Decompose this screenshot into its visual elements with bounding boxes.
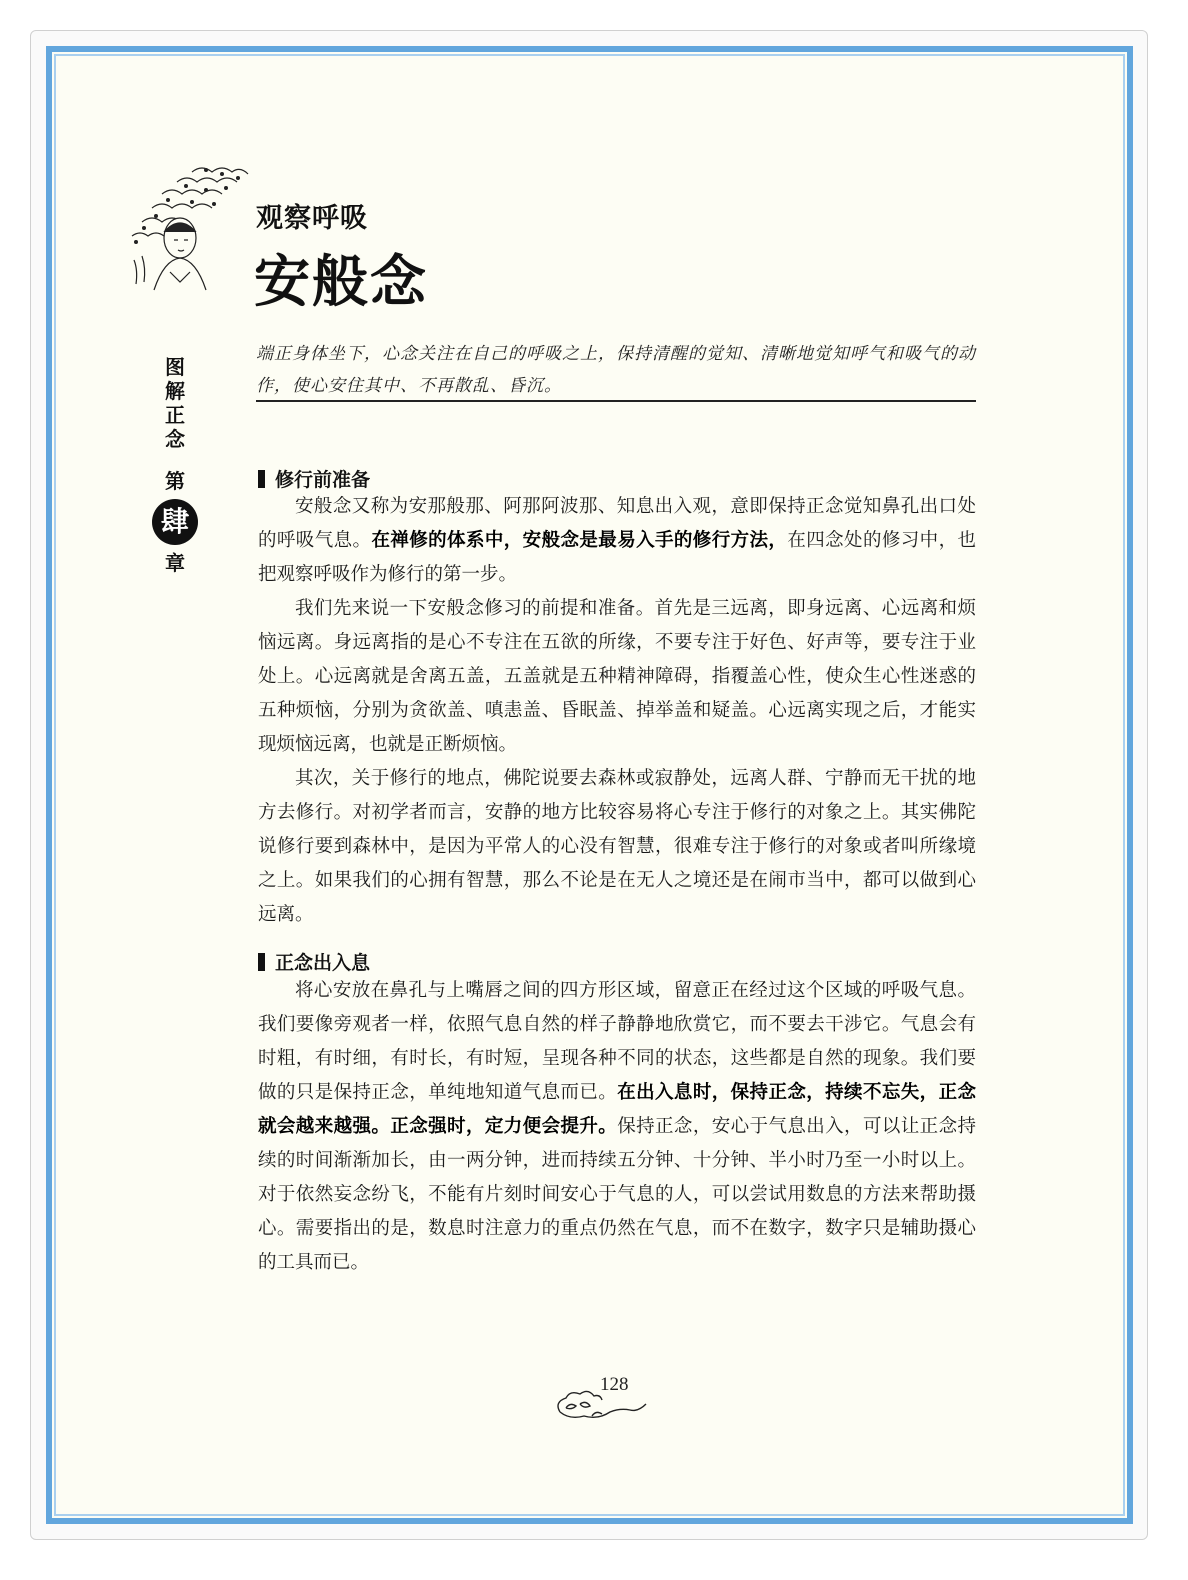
paragraph-text: 将心安放在鼻孔与上嘴唇之间的四方形区域，留意正在经过这个区域的呼吸气息。我们要像旁观者一样，依照气息自然的样子静静地欣赏它，而不要去干涉它。气息会有时粗，有时细，有时长，有时短，呈现各种不同的状态，这些都是自然的现象。我们要做的只是保持正念，单纯地知道气息而已。 xyxy=(258,980,976,1103)
heading-marker-icon xyxy=(258,953,265,971)
paragraph: 我们先来说一下安般念修习的前提和准备。首先是三远离，即身远离、心远离和烦恼远离。身远离指的是心不专注在五欲的所缘，不要专注于好色、好声等，要专注于业处上。心远离就是舍离五盖，五盖就是五种精神障碍，指覆盖心性，使众生心性迷惑的五种烦恼，分别为贪欲盖、嗔恚盖、昏眠盖、掉举盖和疑盖。心远离实现之后，才能实现烦恼远离，也就是正断烦恼。 xyxy=(258,598,976,755)
paragraph-text: 在四念处的修习中，也把观察呼吸作为修行的第一步。 xyxy=(258,530,976,585)
intro-divider xyxy=(256,400,976,402)
section-body-preparation xyxy=(258,490,976,932)
cloud-ornament-icon xyxy=(552,1388,648,1424)
chapter-suffix: 章 xyxy=(165,551,185,575)
monk-illustration xyxy=(122,160,252,300)
chapter-sidebar xyxy=(160,355,190,575)
section-heading-text: 正念出入息 xyxy=(275,952,371,974)
section-heading-preparation xyxy=(258,465,370,492)
paragraph xyxy=(258,974,976,1280)
paragraph-emphasis: 在禅修的体系中，安般念是最易入手的修行方法， xyxy=(371,530,788,551)
section-heading-text: 修行前准备 xyxy=(275,469,371,491)
paragraph-text: 安般念又称为安那般那、阿那阿波那、知息出入观，意即保持正念觉知鼻孔出口处的呼吸气息。 xyxy=(258,496,976,551)
section-heading-mindful-breathing xyxy=(258,948,370,975)
chapter-prefix: 第 xyxy=(165,469,185,493)
article-subtitle: 观察呼吸 xyxy=(256,203,368,234)
chapter-number-badge: 肆 xyxy=(152,499,198,545)
intro-summary: 端正身体坐下，心念关注在自己的呼吸之上，保持清醒的觉知、清晰地觉知呼气和吸气的动作，使心安住其中、不再散乱、昏沉。 xyxy=(256,344,976,396)
paragraph-emphasis: 在出入息时，保持正念，持续不忘失，正念就会越来越强。正念强时，定力便会提升。 xyxy=(258,1082,976,1137)
paragraph xyxy=(258,490,976,592)
article-title: 安般念 xyxy=(254,249,428,315)
section-body-mindful-breathing xyxy=(258,974,976,1280)
page-number: 128 xyxy=(600,1374,629,1395)
heading-marker-icon xyxy=(258,470,265,488)
paragraph-text: 保持正念，安心于气息出入，可以让正念持续的时间渐渐加长，由一两分钟，进而持续五分钟、十分钟、半小时乃至一小时以上。对于依然妄念纷飞，不能有片刻时间安心于气息的人，可以尝试用数息的方法来帮助摄心。需要指出的是，数息时注意力的重点仍然在气息，而不在数字，数字只是辅助摄心的工具而已。 xyxy=(258,1116,976,1273)
paragraph: 其次，关于修行的地点，佛陀说要去森林或寂静处，远离人群、宁静而无干扰的地方去修行。对初学者而言，安静的地方比较容易将心专注于修行的对象之上。其实佛陀说修行要到森林中，是因为平常人的心没有智慧，很难专注于修行的对象或者叫所缘境之上。如果我们的心拥有智慧，那么不论是在无人之境还是在闹市当中，都可以做到心远离。 xyxy=(258,768,976,925)
book-title: 图解正念 xyxy=(165,355,185,451)
